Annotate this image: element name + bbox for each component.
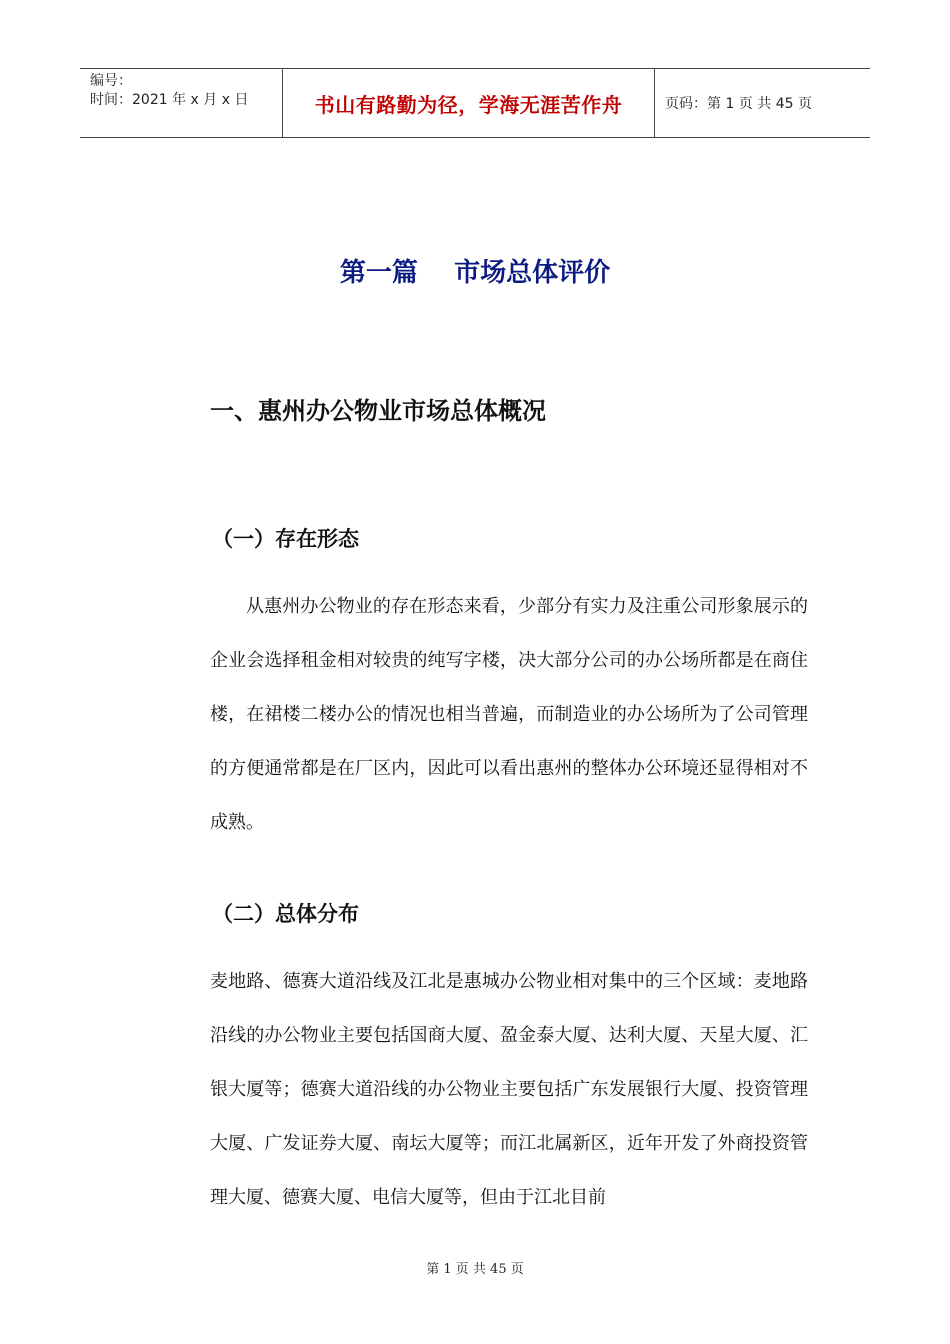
part-title: 第一篇 市场总体评价 xyxy=(339,258,611,288)
body-paragraph: 麦地路、德赛大道沿线及江北是惠城办公物业相对集中的三个区域：麦地路沿线的办公物业主要包括国商大厦、盈金泰大厦、达利大厦、天星大厦、汇银大厦等；德赛大道沿线的办公物业主要包括广东发展银行大厦、投资管理大厦、广发证券大厦、南坛大厦等；而江北属新区，近年开发了外商投资管理大厦、德赛大厦、电信大厦等，但由于江北目前 xyxy=(210,971,808,1208)
header-motto-cell xyxy=(282,69,655,137)
section-title: 一、惠州办公物业市场总体概况 xyxy=(210,397,546,425)
body-paragraph: 从惠州办公物业的存在形态来看，少部分有实力及注重公司形象展示的企业会选择租金相对较贵的纯写字楼，决大部分公司的办公场所都是在商住楼，在裙楼二楼办公的情况也相当普遍，而制造业的办公场所为了公司管理的方便通常都是在厂区内，因此可以看出惠州的整体办公环境还显得相对不成熟。 xyxy=(210,596,808,833)
document-header xyxy=(80,68,870,138)
header-meta-cell xyxy=(80,69,282,137)
subsection-title: （二）总体分布 xyxy=(212,902,359,926)
page-footer: 第 1 页 共 45 页 xyxy=(426,1262,524,1277)
document-date-label: 时间：2021 年 x 月 x 日 xyxy=(90,92,249,108)
subsection-title: （一）存在形态 xyxy=(212,527,359,551)
document-number-label: 编号： xyxy=(90,73,132,89)
header-page-cell xyxy=(655,69,870,137)
header-motto: 书山有路勤为径，学海无涯苦作舟 xyxy=(314,92,623,117)
header-page-info: 页码：第 1 页 共 45 页 xyxy=(665,96,812,112)
